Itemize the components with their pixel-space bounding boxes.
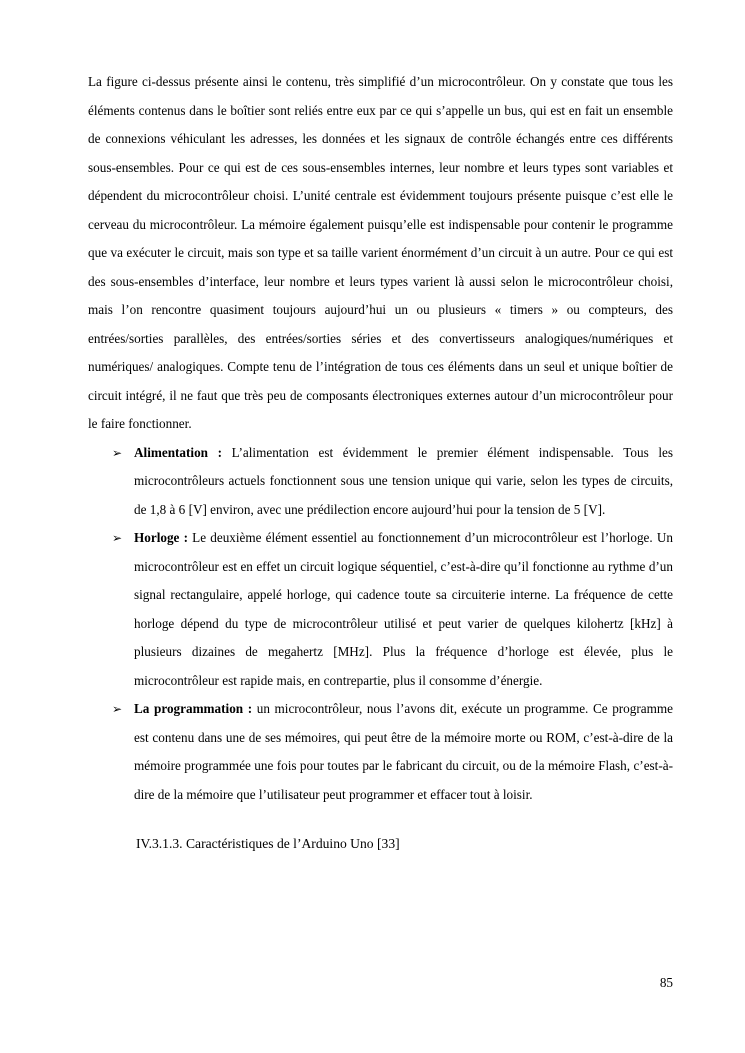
feature-list xyxy=(88,439,673,810)
list-item xyxy=(88,524,673,695)
list-item-term: Horloge : xyxy=(134,530,188,545)
arrow-bullet-icon: ➢ xyxy=(112,702,123,716)
list-item xyxy=(88,439,673,525)
list-item-term: Alimentation : xyxy=(134,444,223,460)
list-item-text: L’alimentation est évidemment le premier élément indispensable. Tous les microcontrôleurs actuels fonctionnent sous une tension unique qui varie, selon les types de circuits, de 1,8 à 6 [V] environ, avec une prédilection encore aujourd’hui pour la tension de 5 [V]. xyxy=(134,444,673,517)
list-item xyxy=(88,695,673,809)
arrow-bullet-icon: ➢ xyxy=(112,445,123,460)
list-item-text: un microcontrôleur, nous l’avons dit, exécute un programme. Ce programme est contenu dans une de ses mémoires, qui peut être de la mémoire morte ou ROM, c’est-à-dire de la mémoire programmée une fois pour toutes par le fabricant du circuit, ou de la mémoire Flash, c’est-à-dire de la mémoire que l’utilisateur peut programmer et effacer tout à loisir. xyxy=(134,701,673,802)
intro-paragraph: La figure ci-dessus présente ainsi le contenu, très simplifié d’un microcontrôleur. On y constate que tous les éléments contenus dans le boîtier sont reliés entre eux par ce qui s’appelle un bus, qui est en fait un ensemble de connexions véhiculant les adresses, les données et les signaux de contrôle échangés entre ces différents sous-ensembles. Pour ce qui est de ces sous-ensembles internes, leur nombre et leurs types sont variables et dépendent du microcontrôleur choisi. L’unité centrale est évidemment toujours présente puisque c’est elle le cerveau du microcontrôleur. La mémoire également puisqu’elle est indispensable pour contenir le programme que va exécuter le circuit, mais son type et sa taille varient énormément d’un circuit à un autre. Pour ce qui est des sous-ensembles d’interface, leur nombre et leurs types varient là aussi selon le microcontrôleur choisi, mais l’on rencontre quasiment toujours aujourd’hui un ou plusieurs « timers » ou compteurs, des entrées/sorties parallèles, des entrées/sorties séries et des convertisseurs analogiques/numériques et numériques/ analogiques. Compte tenu de l’intégration de tous ces éléments dans un seul et unique boîtier de circuit intégré, il ne faut que très peu de composants électroniques externes autour d’un microcontrôleur pour le faire fonctionner. xyxy=(88,74,673,431)
section-heading: IV.3.1.3. Caractéristiques de l’Arduino Uno [33] xyxy=(136,836,400,851)
list-item-term: La programmation : xyxy=(134,701,253,716)
arrow-bullet-icon: ➢ xyxy=(112,531,123,545)
list-item-text: Le deuxième élément essentiel au fonctionnement d’un microcontrôleur est l’horloge. Un microcontrôleur est en effet un circuit logique séquentiel, c’est-à-dire qu’il fonctionne au rythme d’un signal rectangulaire, appelé horloge, qui cadence toute sa circuiterie interne. La fréquence de cette horloge dépend du type de microcontrôleur utilisé et peut varier de quelques kilohertz [kHz] à plusieurs dizaines de megahertz [MHz]. Plus la fréquence d’horloge est élevée, plus le microcontrôleur est rapide mais, en contrepartie, plus il consomme d’énergie. xyxy=(134,530,673,688)
page-number: 85 xyxy=(659,975,673,990)
